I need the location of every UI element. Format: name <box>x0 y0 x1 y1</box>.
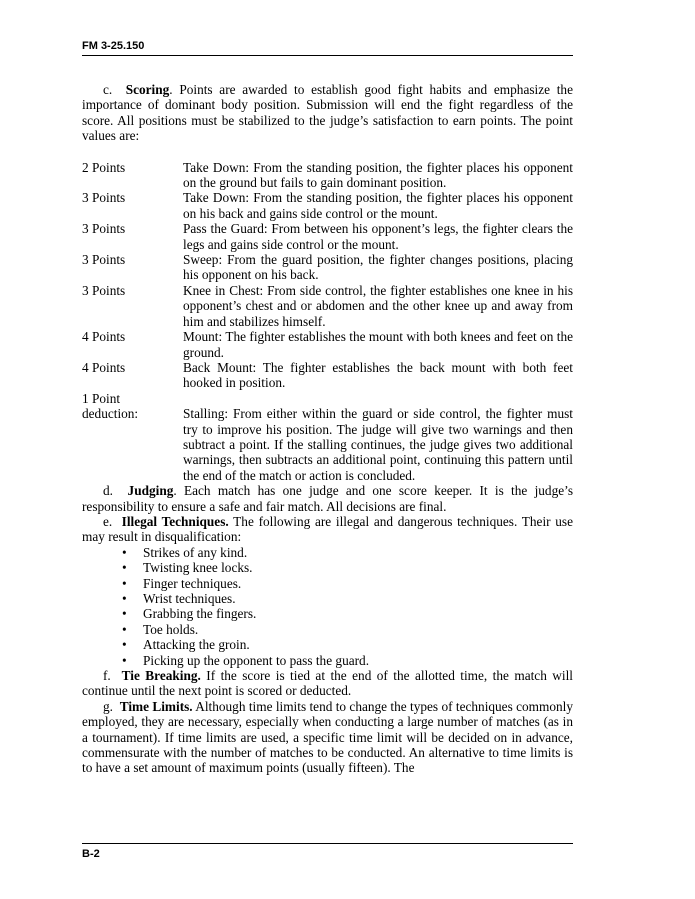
judging-text: . Each match has one judge and one score keeper. It is the judge’s responsibility to ensure a safe and fair match. All decisions are final. <box>82 483 573 514</box>
bullet-icon: • <box>122 575 127 591</box>
points-description: Knee in Chest: From side control, the fighter establishes one knee in his opponent’s chest and or abdomen and the other knee up and away from him and stabilizes himself. <box>183 282 573 329</box>
list-item <box>122 637 573 652</box>
tie-heading: Tie Breaking. <box>121 668 201 684</box>
bullet-icon: • <box>122 637 127 653</box>
list-item-text: Twisting knee locks. <box>143 560 253 576</box>
list-item <box>122 576 573 591</box>
bullet-icon: • <box>122 621 127 637</box>
points-description: Take Down: From the standing position, the fighter places his opponent on his back and gains side control or the mount. <box>183 190 573 221</box>
points-value: 4 Points <box>82 329 126 345</box>
list-item <box>122 622 573 637</box>
list-item-text: Grabbing the fingers. <box>143 606 257 622</box>
scoring-heading: Scoring <box>125 82 170 97</box>
judging-heading: Judging <box>127 483 174 499</box>
list-item-text: Attacking the groin. <box>143 637 250 653</box>
list-item <box>122 560 573 575</box>
points-description: Back Mount: The fighter establishes the back mount with both feet hooked in position. <box>183 359 573 391</box>
page-number: B-2 <box>82 848 100 860</box>
tie-letter: f. <box>103 668 111 684</box>
list-item-text: Finger techniques. <box>143 575 242 591</box>
list-item-text: Wrist techniques. <box>143 591 236 606</box>
time-text: Although time limits tend to change the types of techniques commonly employed, they are necessary, especially when conducting a large number of matches (as in a tournament). If time limits are used, a specific time limit will be decided on in advance, commensurate with the number of matches to be conducted. An alternative to time limits is to have a set amount of maximum points (usually fifteen). The <box>82 698 573 776</box>
bullet-icon: • <box>122 560 127 576</box>
list-item <box>122 591 573 606</box>
deduction-label-line2: deduction: <box>82 406 139 422</box>
page-body <box>82 82 573 776</box>
scoring-letter: c. <box>103 82 113 97</box>
illegal-techniques-list <box>82 545 573 668</box>
time-letter: g. <box>103 698 113 714</box>
points-row <box>82 160 573 191</box>
time-heading: Time Limits. <box>119 698 193 714</box>
points-row <box>82 283 573 329</box>
points-value: 3 Points <box>82 190 126 206</box>
list-item-text: Strikes of any kind. <box>143 544 248 560</box>
points-table <box>82 160 573 484</box>
bullet-icon: • <box>122 544 127 560</box>
points-value: 3 Points <box>82 252 126 268</box>
scoring-paragraph <box>82 82 573 144</box>
points-row <box>82 221 573 252</box>
points-row <box>82 329 573 360</box>
points-row <box>82 252 573 283</box>
deduction-label-line1: 1 Point <box>82 390 121 406</box>
points-description: Mount: The fighter establishes the mount with both knees and feet on the ground. <box>183 329 573 360</box>
points-description: Take Down: From the standing position, the fighter places his opponent on the ground but fails to gain dominant position. <box>183 159 573 191</box>
list-item-text: Picking up the opponent to pass the guard. <box>143 652 370 668</box>
points-row <box>82 190 573 221</box>
points-value: 2 Points <box>82 159 126 175</box>
bullet-icon: • <box>122 591 127 606</box>
deduction-row <box>82 406 573 483</box>
points-row <box>82 360 573 391</box>
bullet-icon: • <box>122 652 127 668</box>
list-item <box>122 653 573 668</box>
points-value: 3 Points <box>82 221 126 237</box>
tie-breaking-paragraph <box>82 668 573 699</box>
illegal-text: The following are illegal and dangerous techniques. Their use may result in disqualification: <box>82 513 573 545</box>
judging-paragraph <box>82 483 573 514</box>
points-description: Sweep: From the guard position, the fighter changes positions, placing his opponent on his back. <box>183 252 573 283</box>
illegal-heading: Illegal Techniques. <box>121 513 229 529</box>
header-rule <box>82 55 573 56</box>
list-item <box>122 606 573 621</box>
tie-text: If the score is tied at the end of the allotted time, the match will continue until the next point is scored or deducted. <box>82 668 573 699</box>
illegal-techniques-paragraph <box>82 514 573 545</box>
bullet-icon: • <box>122 606 127 622</box>
scoring-text: . Points are awarded to establish good fight habits and emphasize the importance of dominant body position. Submission will end the fight regardless of the score. All positions must be stabilized to the judge’s satisfaction to earn points. The point values are: <box>82 82 573 144</box>
footer-rule <box>82 843 573 844</box>
deduction-description: Stalling: From either within the guard or side control, the fighter must try to improve his position. The judge will give two warnings and then subtract a point. If the stalling continues, the judge gives two additional warnings, then subtracts an additional point, continuing this pattern until the end of the match or action is concluded. <box>183 406 573 483</box>
running-header: FM 3-25.150 <box>82 40 145 52</box>
points-value: 4 Points <box>82 359 126 375</box>
points-description: Pass the Guard: From between his opponent’s legs, the fighter clears the legs and gains side control or the mount. <box>183 221 573 252</box>
list-item-text: Toe holds. <box>143 621 199 637</box>
points-value: 3 Points <box>82 282 126 298</box>
list-item <box>122 545 573 560</box>
illegal-letter: e. <box>103 513 113 529</box>
judging-letter: d. <box>103 483 113 499</box>
time-limits-paragraph <box>82 699 573 776</box>
